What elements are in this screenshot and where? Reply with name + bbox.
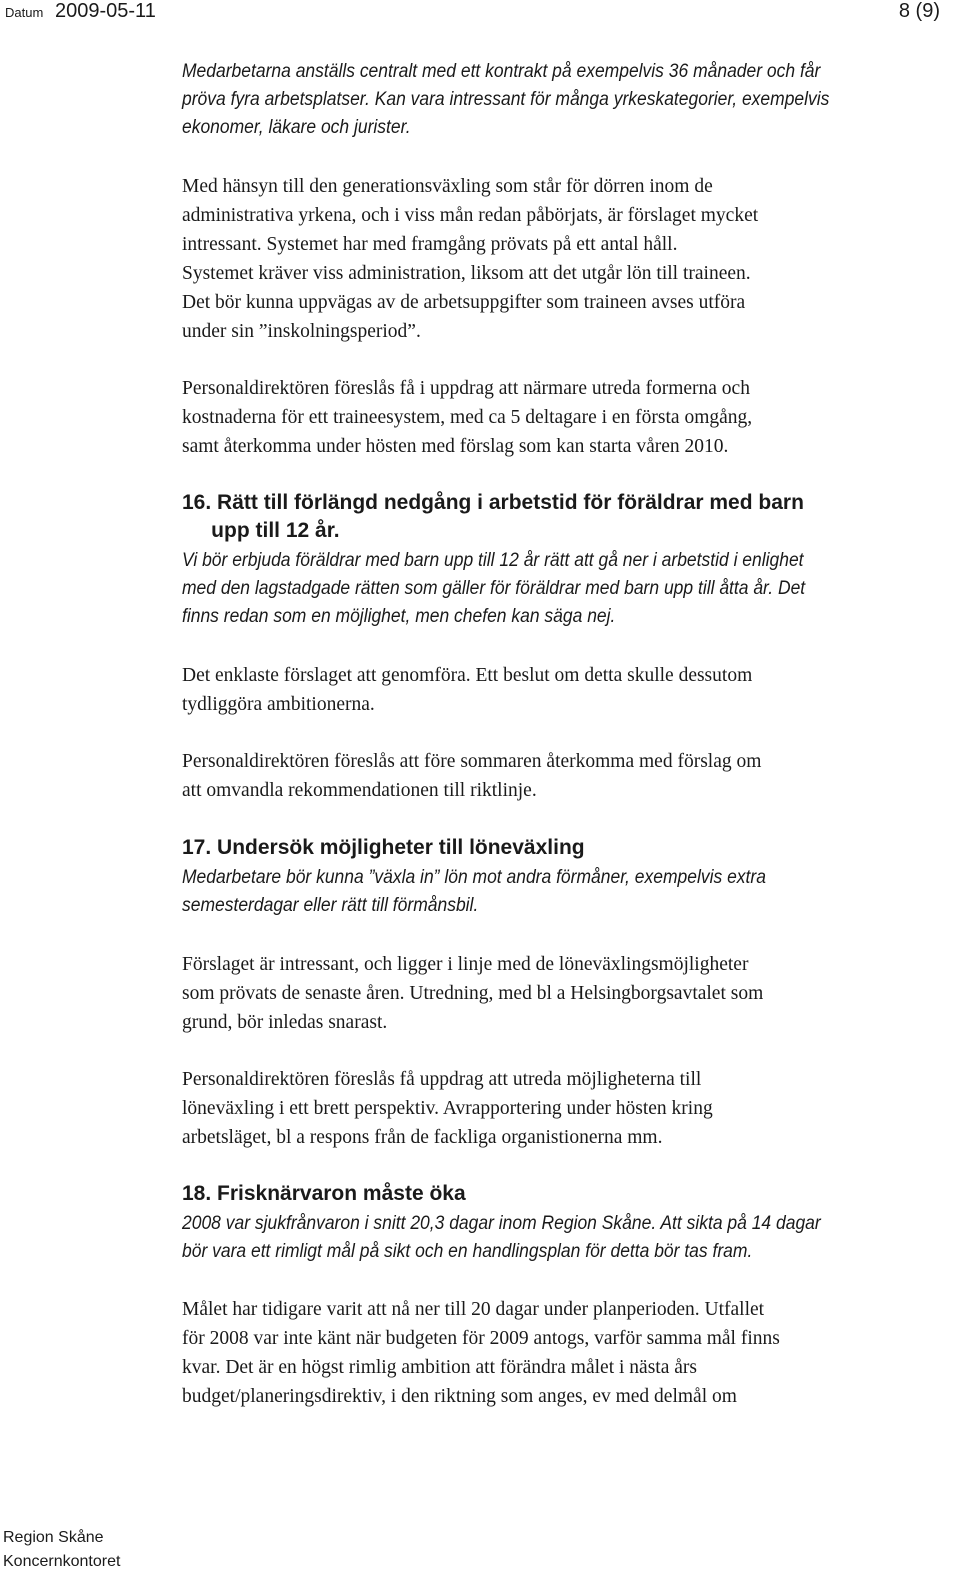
- proposal-quote-18: 2008 var sjukfrånvaron i snitt 20,3 dagar inom Region Skåne. Att sikta på 14 dagar bör vara ett rimligt mål på sikt och en handlingsplan för detta bör tas fram.: [182, 1213, 821, 1262]
- footer-organization: Region Skåne: [3, 1529, 104, 1546]
- decision-paragraph-trainee: Personaldirektören föreslås få i uppdrag att närmare utreda formerna och kostnaderna för ett traineesystem, med ca 5 deltagare i en första omgång, samt återkomma under hösten med förslag som kan starta våren 2010.: [182, 378, 753, 457]
- proposal-quote-17: Medarbetare bör kunna ”växla in” lön mot andra förmåner, exempelvis extra semesterdagar eller rätt till förmånsbil.: [182, 867, 766, 916]
- section-heading-17: 17. Undersök möjligheter till löneväxling: [182, 836, 585, 859]
- date-label: Datum: [5, 5, 44, 20]
- assessment-paragraph-18: Målet har tidigare varit att nå ner till 20 dagar under planperioden. Utfallet för 2008 var inte känt när budgeten för 2009 antogs, varför samma mål finns kvar. Det är en högst rimlig ambition att förändra målet i nästa års budget/planeringsdirektiv, i den riktning som anges, ev med delmål om: [182, 1299, 780, 1407]
- assessment-paragraph-trainee: Med hänsyn till den generationsväxling som står för dörren inom de administrativa yrkena, och i viss mån redan påbörjats, är förslaget mycket intressant. Systemet har med framgång prövats på ett antal håll. Systemet kräver viss administration, liksom att det utgår lön till traineen. Det bör kunna uppvägas av de arbetsuppgifter som traineen avses utföra under sin ”inskolningsperiod”.: [182, 176, 759, 342]
- assessment-paragraph-16: Det enklaste förslaget att genomföra. Ett beslut om detta skulle dessutom tydliggöra ambitionerna.: [182, 665, 753, 715]
- section-heading-16: 16. Rätt till förlängd nedgång i arbetstid för föräldrar med barn upp till 12 år.: [182, 491, 804, 542]
- footer-department: Koncernkontoret: [3, 1553, 121, 1570]
- assessment-paragraph-17: Förslaget är intressant, och ligger i linje med de löneväxlingsmöjligheter som prövats de senaste åren. Utredning, med bl a Helsingborgsavtalet som grund, bör inledas snarast.: [182, 954, 764, 1033]
- proposal-quote-trainee: Medarbetarna anställs centralt med ett kontrakt på exempelvis 36 månader och får pröva fyra arbetsplatser. Kan vara intressant för många yrkeskategorier, exempelvis ekonomer, läkare och jurister.: [182, 61, 830, 138]
- decision-paragraph-16: Personaldirektören föreslås att före sommaren återkomma med förslag om att omvandla rekommendationen till riktlinje.: [182, 751, 762, 801]
- page-number: 8 (9): [898, 0, 940, 22]
- document-date: 2009-05-11: [55, 0, 156, 22]
- proposal-quote-16: Vi bör erbjuda föräldrar med barn upp till 12 år rätt att gå ner i arbetstid i enlighet med den lagstadgade rätten som gäller för föräldrar med barn upp till åtta år. Det finns redan som en möjlighet, men chefen kan säga nej.: [182, 550, 806, 627]
- decision-paragraph-17: Personaldirektören föreslås få uppdrag att utreda möjligheterna till löneväxling i ett brett perspektiv. Avrapportering under hösten kring arbetsläget, bl a respons från de fackliga organistionerna mm.: [182, 1069, 713, 1148]
- section-heading-18: 18. Frisknärvaron måste öka: [182, 1182, 466, 1205]
